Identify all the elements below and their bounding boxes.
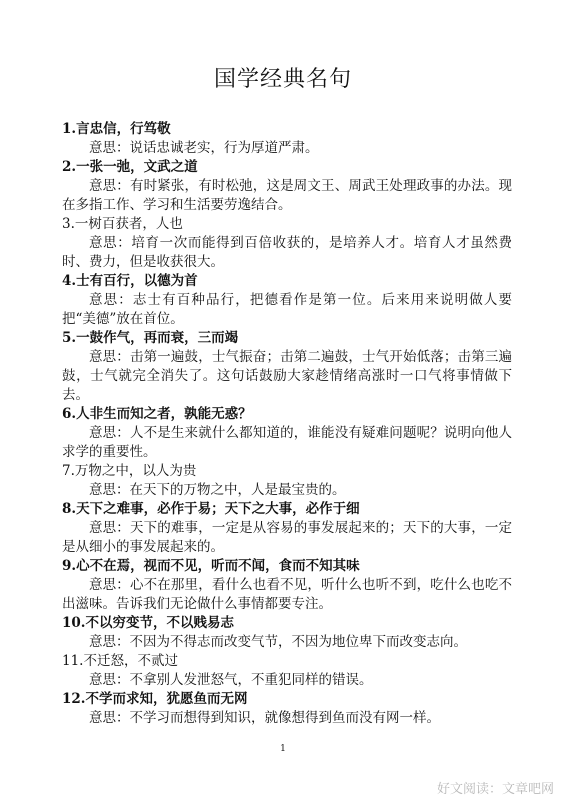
quote-heading: 11.不迁怒，不贰过 [62, 653, 178, 669]
quote-meaning: 意思：说话忠诚老实，行为厚道严肃。 [89, 140, 319, 156]
quote-meaning: 意思：有时紧张，有时松弛，这是周文王、周武王处理政事的办法。现在多指工作、学习和生活要劳逸结合。 [62, 178, 512, 213]
quote-meaning: 意思：不拿别人发泄怒气，不重犯同样的错误。 [89, 672, 373, 688]
quote-meaning: 意思：培育一次而能得到百倍收获的，是培养人才。培育人才虽然费时、费力，但是收获很大。 [62, 235, 512, 270]
quote-entry [62, 557, 512, 614]
quote-heading: 3.一树百获者，人也 [62, 216, 183, 232]
quote-entry [62, 158, 512, 215]
quote-entry [62, 652, 512, 690]
quote-entry [62, 690, 512, 728]
quote-meaning: 意思：天下的难事，一定是从容易的事发展起来的；天下的大事，一定是从细小的事发展起来的。 [62, 520, 512, 555]
quote-meaning: 意思：击第一遍鼓，士气振奋；击第二遍鼓，士气开始低落；击第三遍鼓，士气就完全消失了。这句话鼓励大家趁情绪高涨时一口气将事情做下去。 [62, 349, 512, 403]
quote-heading: 10.不以穷变节，不以贱易志 [62, 615, 234, 631]
watermark: 好文阅读：文章吧网 [436, 782, 554, 797]
page-number: 1 [280, 744, 286, 754]
quote-heading: 6.人非生而知之者，孰能无惑？ [62, 406, 252, 422]
quote-heading: 4.士有百行，以德为首 [62, 273, 198, 289]
quote-entry [62, 462, 512, 500]
quote-entry [62, 614, 512, 652]
quote-meaning: 意思：不因为不得志而改变气节，不因为地位卑下而改变志向。 [89, 634, 467, 650]
quote-meaning: 意思：志士有百种品行，把德看作是第一位。后来用来说明做人要把“美德”放在首位。 [62, 292, 512, 327]
quote-entry [62, 272, 512, 329]
quote-meaning: 意思：人不是生来就什么都知道的，谁能没有疑难问题呢？说明向他人求学的重要性。 [62, 425, 512, 460]
quote-heading: 9.心不在焉，视而不见，听而不闻，食而不知其味 [62, 558, 360, 574]
quote-heading: 12.不学而求知，犹愿鱼而无网 [62, 691, 248, 707]
quote-meaning: 意思：不学习而想得到知识，就像想得到鱼而没有网一样。 [89, 710, 440, 726]
page-title: 国学经典名句 [213, 67, 352, 92]
quote-entry [62, 120, 512, 158]
quote-heading: 2.一张一弛，文武之道 [62, 159, 198, 175]
quotes-list [62, 120, 512, 728]
quote-heading: 8.天下之难事，必作于易；天下之大事，必作于细 [62, 501, 360, 517]
quote-meaning: 意思：心不在那里，看什么也看不见，听什么也听不到，吃什么也吃不出滋味。告诉我们无论做什么事情都要专注。 [62, 577, 512, 612]
quote-entry [62, 500, 512, 557]
quote-entry [62, 329, 512, 405]
quote-heading: 7.万物之中，以人为贵 [62, 463, 197, 479]
quote-meaning: 意思：在天下的万物之中，人是最宝贵的。 [89, 482, 346, 498]
quote-heading: 1.言忠信，行笃敬 [62, 121, 171, 137]
quote-heading: 5.一鼓作气，再而衰，三而竭 [62, 330, 239, 346]
quote-entry [62, 405, 512, 462]
quote-entry [62, 215, 512, 272]
